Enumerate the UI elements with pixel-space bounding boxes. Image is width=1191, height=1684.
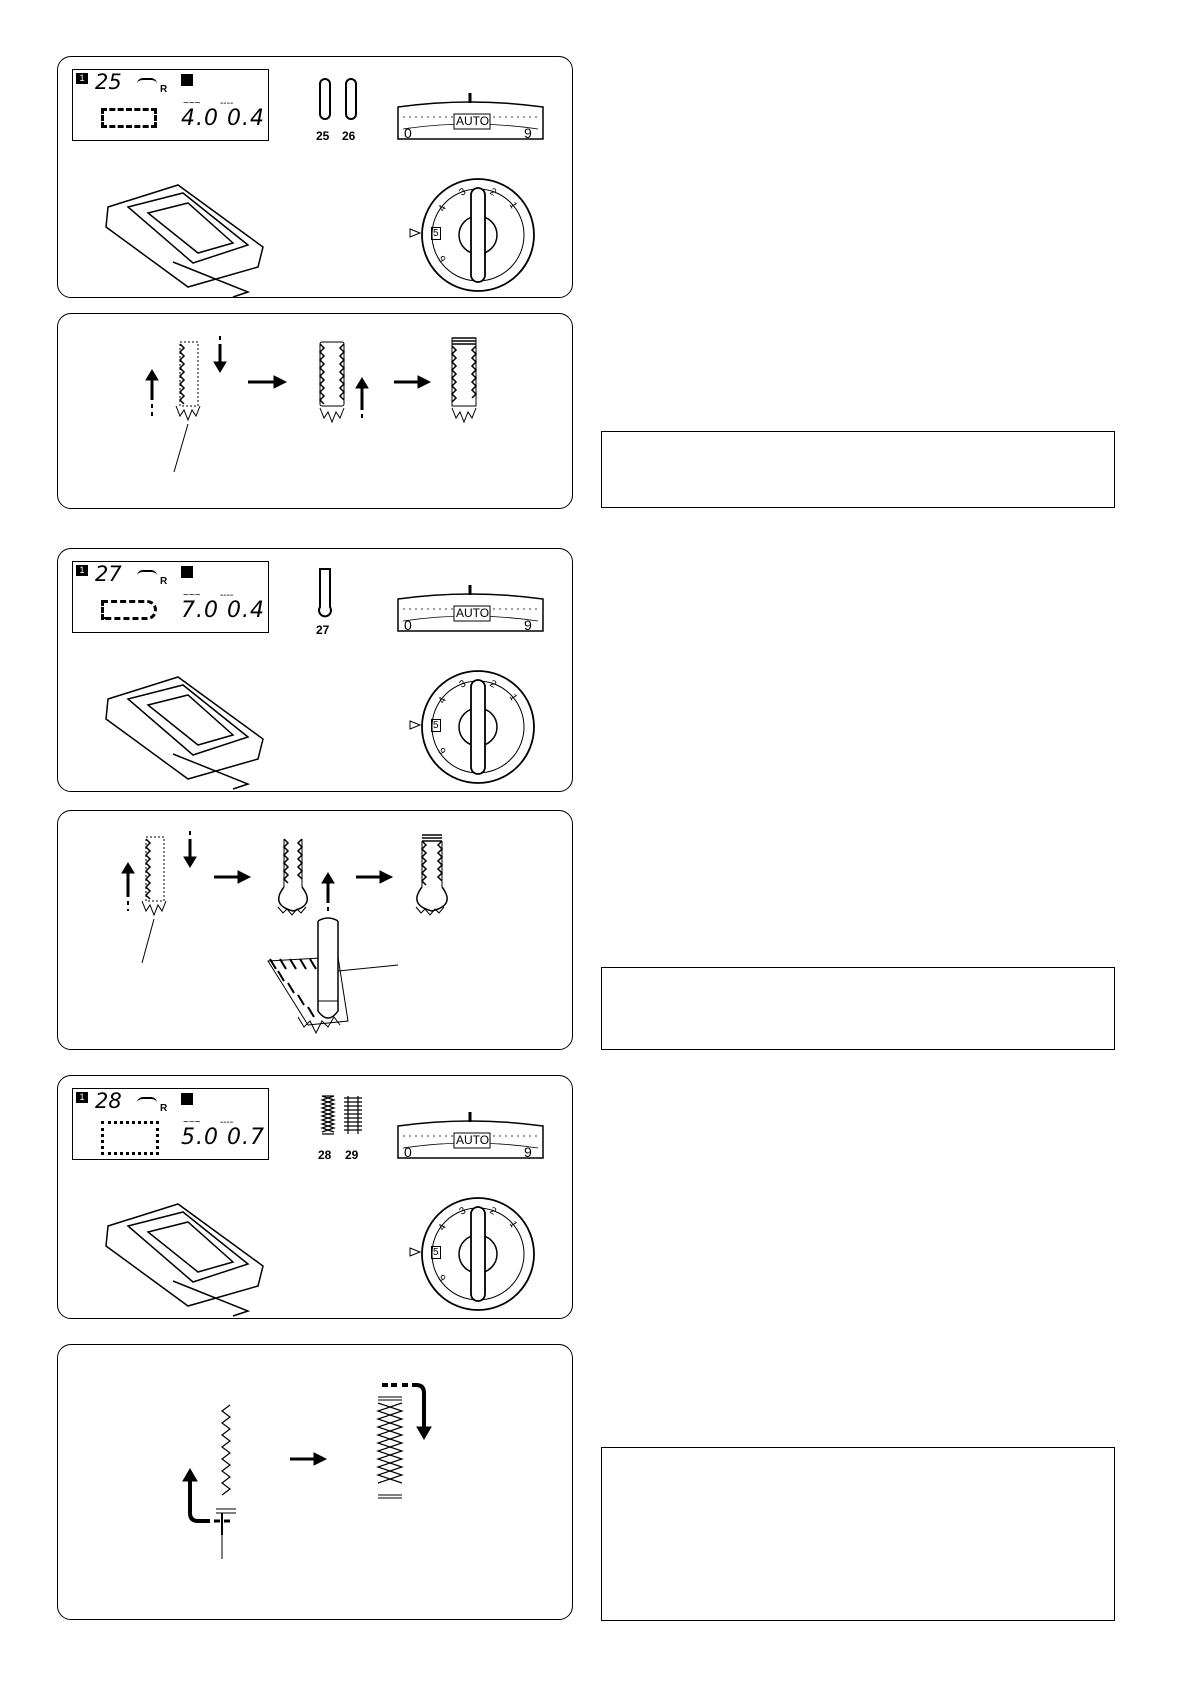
display-values: 5.0 0.7 — [181, 1125, 265, 1150]
dial-mark-6: 6 — [436, 253, 449, 264]
buttonhole-foot-graphic — [106, 677, 263, 789]
pattern-label-29: 29 — [345, 1148, 359, 1162]
dial-mark-3: 3 — [457, 186, 468, 199]
dial-min-label: 0 — [404, 1144, 412, 1160]
dial-selected-5: 5 — [433, 228, 439, 239]
keyhole-sequence-illustration — [58, 811, 574, 1051]
dial-auto-label: AUTO — [456, 114, 490, 128]
reverse-indicator: R — [160, 576, 168, 587]
step-3-stitch — [416, 835, 447, 915]
leader-line — [174, 424, 188, 472]
width-length-icon: ~~~ ---- — [183, 590, 234, 601]
step-1-stitch — [142, 837, 166, 915]
dial-mark-1: 1 — [506, 692, 519, 703]
dial-min-label: 0 — [404, 125, 412, 141]
dial-auto-label: AUTO — [456, 1133, 490, 1147]
buttonhole-sequence-illustration — [58, 314, 574, 510]
darning-step-1 — [183, 1405, 236, 1559]
dial-mark-1: 1 — [506, 1219, 519, 1230]
reverse-indicator: R — [160, 84, 168, 95]
memory-icon: 1 — [76, 73, 88, 84]
dial-auto-label: AUTO — [456, 606, 490, 620]
dial-mark-6: 6 — [436, 1272, 449, 1283]
note-box-1 — [601, 431, 1115, 508]
leader-line — [338, 965, 398, 971]
width-length-icon: ~~~ ---- — [183, 1117, 234, 1128]
dial-mark-6: 6 — [436, 745, 449, 756]
dial-mark-2: 2 — [487, 186, 498, 199]
dial-mark-3: 3 — [457, 678, 468, 691]
dial-mark-4: 4 — [436, 695, 449, 706]
stitch-length-dial-graphic — [410, 1198, 534, 1310]
dial-mark-2: 2 — [487, 678, 498, 691]
note-box-2 — [601, 967, 1115, 1050]
step-2-stitch — [320, 342, 344, 422]
pattern-28-icon — [322, 1096, 334, 1134]
panel-keyhole-27 — [57, 548, 573, 792]
eyelet-punch-graphic — [268, 918, 398, 1033]
step-1-stitch — [176, 342, 200, 420]
pattern-27-icon — [319, 569, 331, 616]
pattern-label-28: 28 — [318, 1148, 332, 1162]
dial-mark-3: 3 — [457, 1205, 468, 1218]
display-values: 7.0 0.4 — [181, 598, 265, 623]
pattern-label-26: 26 — [342, 129, 356, 143]
pattern-number: 25 — [95, 70, 122, 94]
dial-mark-4: 4 — [436, 1222, 449, 1233]
pattern-26-icon — [346, 79, 356, 119]
step-2-stitch — [278, 839, 307, 915]
pattern-number: 28 — [95, 1089, 122, 1113]
darning-step-2 — [378, 1385, 431, 1498]
buttonhole-foot-graphic — [106, 185, 263, 297]
panel-darning-sequence — [57, 1344, 573, 1620]
buttonhole-foot-graphic — [106, 1204, 263, 1316]
panel-3-illustrations — [58, 549, 574, 793]
stitch-length-dial-graphic — [410, 179, 534, 291]
stitch-length-dial-graphic — [410, 671, 534, 783]
pattern-label-25: 25 — [316, 129, 330, 143]
pattern-29-icon — [344, 1096, 362, 1134]
dial-min-label: 0 — [404, 617, 412, 633]
memory-icon: 1 — [76, 565, 88, 576]
note-box-3 — [601, 1447, 1115, 1621]
pattern-number: 27 — [95, 562, 122, 586]
panel-keyhole-sequence — [57, 810, 573, 1050]
dial-selected-5: 5 — [433, 720, 439, 731]
dial-mark-1: 1 — [506, 200, 519, 211]
panel-1-illustrations — [58, 57, 574, 299]
pattern-label-27: 27 — [316, 623, 330, 637]
step-3-stitch — [452, 338, 476, 422]
panel-buttonhole-sequence-1 — [57, 313, 573, 509]
dial-mark-4: 4 — [436, 203, 449, 214]
dial-selected-5: 5 — [433, 1247, 439, 1258]
reverse-indicator: R — [160, 1103, 168, 1114]
width-length-icon: ~~~ ---- — [183, 98, 234, 109]
dial-max-label: 9 — [524, 617, 532, 633]
panel-buttonhole-25-26 — [57, 56, 573, 298]
darning-sequence-illustration — [58, 1345, 574, 1621]
pattern-25-icon — [320, 79, 330, 119]
display-values: 4.0 0.4 — [181, 106, 265, 131]
dial-max-label: 9 — [524, 125, 532, 141]
memory-icon: 1 — [76, 1092, 88, 1103]
dial-max-label: 9 — [524, 1144, 532, 1160]
leader-line — [142, 919, 154, 963]
panel-5-illustrations — [58, 1076, 574, 1320]
dial-mark-2: 2 — [487, 1205, 498, 1218]
panel-darning-28-29 — [57, 1075, 573, 1319]
